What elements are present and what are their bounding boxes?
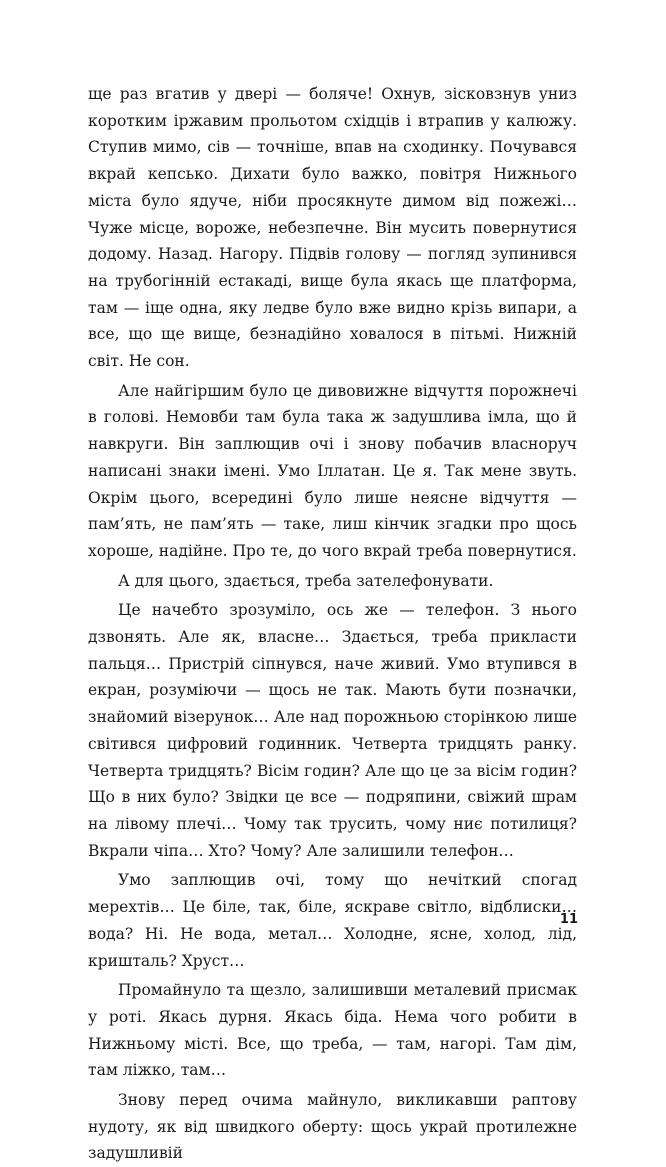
paragraph: Умо заплющив очі, тому що нечіткий спогад мерехтів… Це біле, так, біле, яскраве світло, відблиски… вода? Ні. Не вода, метал… Холодне, ясне, холод, лід, кришталь? Хруст… bbox=[88, 871, 577, 970]
paragraph: А для цього, здається, треба зателефонувати. bbox=[118, 571, 494, 590]
page-number: 11 bbox=[559, 912, 578, 927]
paragraph-continuation: ще раз вгатив у двері — боляче! Охнув, зісковзнув униз коротким іржавим прольотом східців і втрапив у калюжу. Ступив мимо, сів — точніше, впав на сходинку. Почувався вкрай кепсько. Дихати було важко, повітря Нижнього міста було ядуче, ніби просякнуте димом від пожежі… Чуже місце, вороже, небезпечне. Він мусить повернутися додому. Назад. Нагору. Підвів голову — погляд зупинився на трубогінній естакаді, вище була якась ще платформа, там — іще одна, яку ледве було вже видно крізь випари, а все, що ще вище, безнадійно ховалося в пітьмі. Нижній світ. Не сон. bbox=[88, 85, 577, 371]
paragraph: Це начебто зрозуміло, ось же — телефон. З нього дзвонять. Але як, власне… Здається, треба прикласти пальця… Пристрій сіпнувся, наче живий. Умо втупився в екран, розуміючи — щось не так. Мають бути позначки, знайомий візерунок… Але над порожньою сторінкою лише світився цифровий годинник. Четверта тридцять ранку. Четверта тридцять? Вісім годин? Але що це за вісім годин? Що в них було? Звідки це все — подряпини, свіжий шрам на лівому плечі… Чому так трусить, чому ниє потилиця? Вкрали чіпа… Хто? Чому? Але залишили телефон… bbox=[88, 601, 577, 860]
paragraph: Але найгіршим було це дивовижне відчуття порожнечі в голові. Немовби там була така ж задушлива імла, що й навкруги. Він заплющив очі і знову побачив власноруч написані знаки імені. Умо Іллатан. Це я. Так мене звуть. Окрім цього, всередині було лише неясне відчуття — пам’ять, не пам’ять — таке, лиш кінчик згадки про щось хороше, надійне. Про те, до чого вкрай треба повернутися. bbox=[88, 381, 577, 560]
paragraph: Промайнуло та щезло, залишивши металевий присмак у роті. Якась дурня. Якась біда. Нема чого робити в Нижньому місті. Все, що треба, — там, нагорі. Там дім, там ліжко, там… bbox=[88, 981, 577, 1080]
body-text bbox=[88, 81, 577, 1167]
paragraph: Знову перед очима майнуло, викликавши раптову нудоту, як від швидкого оберту: щось украй протилежне задушливій bbox=[88, 1091, 577, 1163]
